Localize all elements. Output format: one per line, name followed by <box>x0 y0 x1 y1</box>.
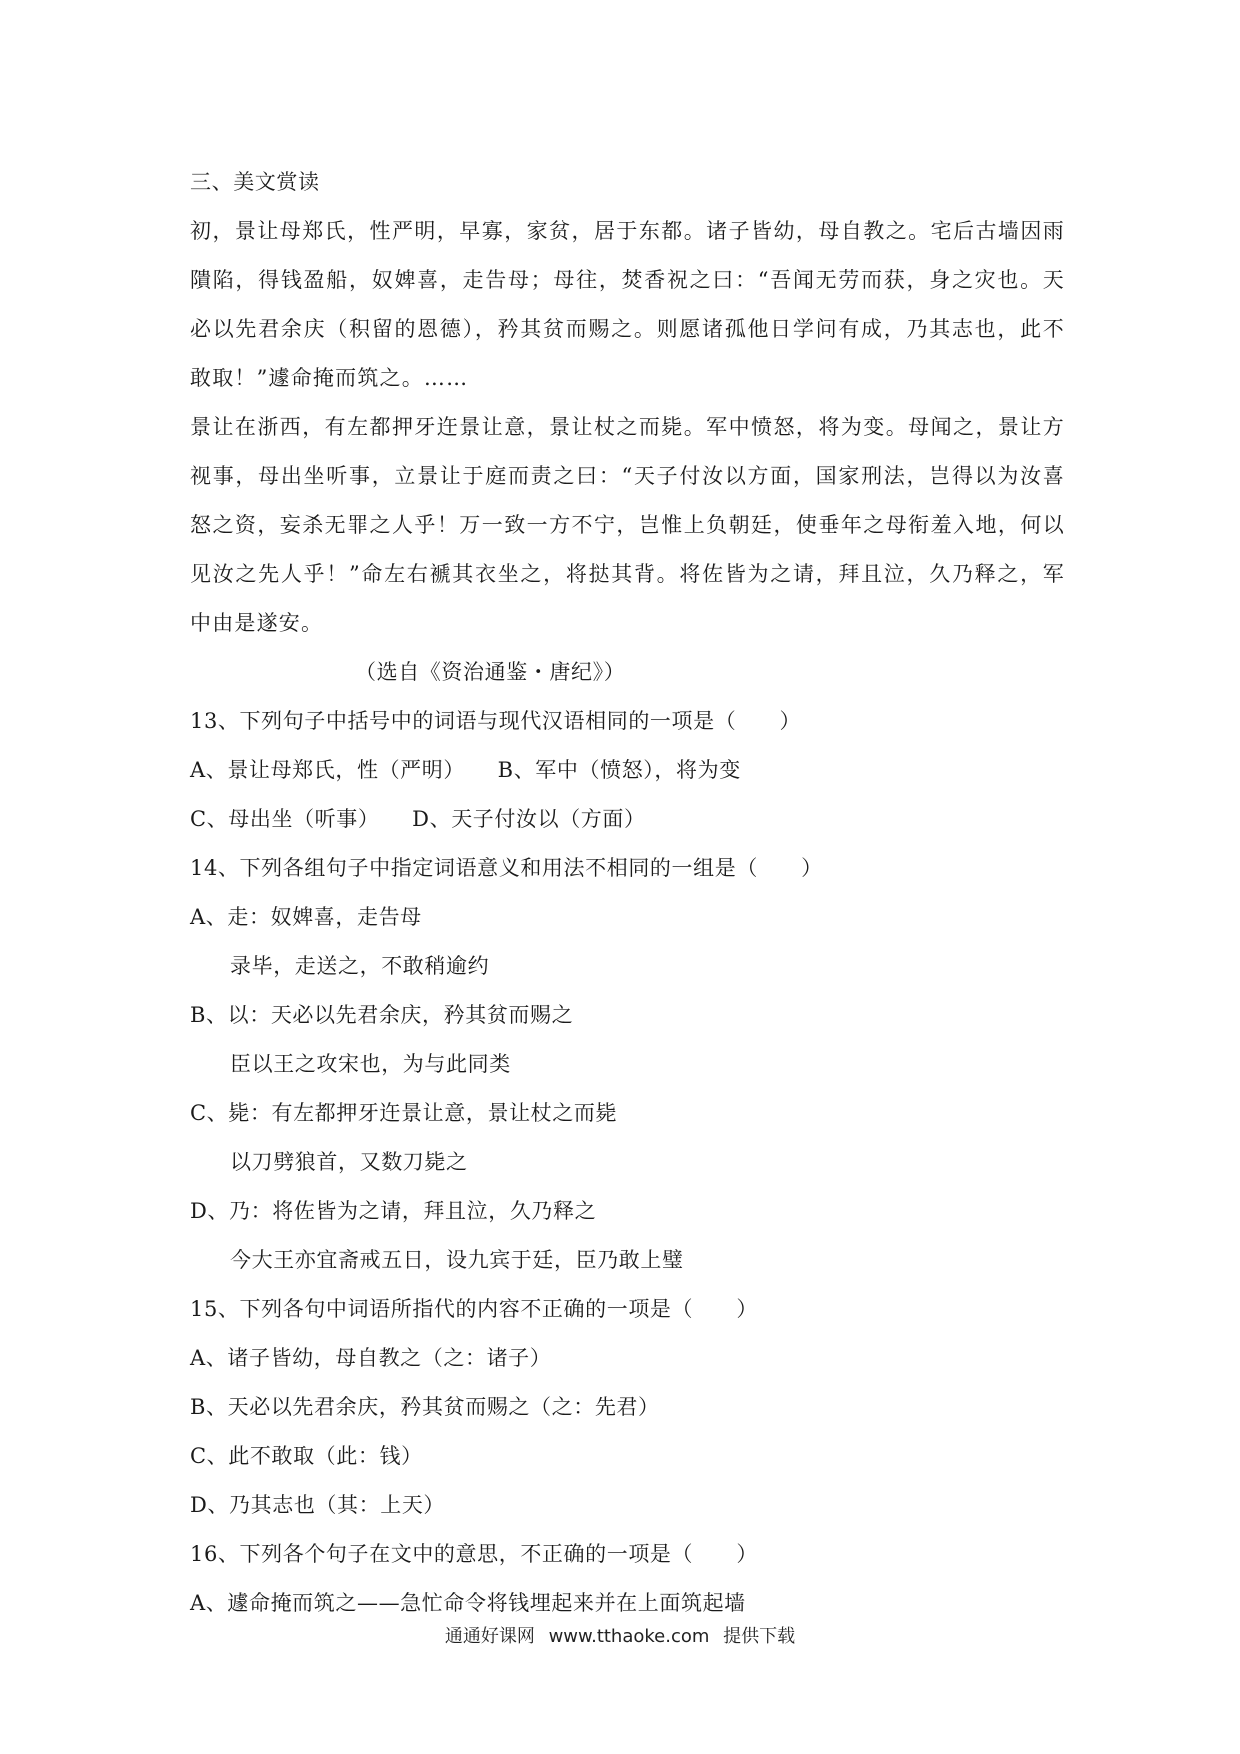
question-14-option-d-second: 今大王亦宜斋戒五日，设九宾于廷，臣乃敢上璧 <box>230 1248 684 1272</box>
page-footer: 通通好课网 www.tthaoke.com 提供下载 <box>444 1626 796 1647</box>
question-15-option-d: D、乃其志也（其：上天） <box>190 1493 446 1517</box>
question-13-stem: 13、下列句子中括号中的词语与现代汉语相同的一项是（ ） <box>190 709 802 733</box>
question-14-option-b-second: 臣以王之攻宋也，为与此同类 <box>230 1052 511 1076</box>
question-13-options-cd: C、母出坐（听事） D、天子付汝以（方面） <box>190 807 646 831</box>
passage-source: （选自《资治通鉴・唐纪》） <box>355 660 626 684</box>
question-14-option-a-second: 录毕，走送之，不敢稍逾约 <box>230 954 490 978</box>
question-14-stem: 14、下列各组句子中指定词语意义和用法不相同的一组是（ ） <box>190 856 823 880</box>
section-title: 三、美文赏读 <box>190 170 320 194</box>
question-16-stem: 16、下列各个句子在文中的意思，不正确的一项是（ ） <box>190 1542 758 1566</box>
question-15-option-c: C、此不敢取（此：钱） <box>190 1444 423 1468</box>
question-14-option-a: A、走：奴婢喜，走告母 <box>190 905 422 929</box>
document-body <box>190 158 1065 1628</box>
passage-paragraph-2: 景让在浙西，有左都押牙迕景让意，景让杖之而毙。军中愤怒，将为变。母闻之，景让方视事，母出坐听事，立景让于庭而责之曰：“天子付汝以方面，国家刑法，岂得以为汝喜怒之资，妄杀无罪之人乎！万一致一方不宁，岂惟上负朝廷，使垂年之母衔羞入地，何以见汝之先人乎！”命左右褫其衣坐之，将挞其背。将佐皆为之请，拜且泣，久乃释之，军中由是遂安。 <box>190 415 1065 635</box>
question-15-option-a: A、诸子皆幼，母自教之（之：诸子） <box>190 1346 552 1370</box>
question-14-option-d: D、乃：将佐皆为之请，拜且泣，久乃释之 <box>190 1199 597 1223</box>
question-16-option-a: A、遽命掩而筑之——急忙命令将钱埋起来并在上面筑起墙 <box>190 1591 746 1615</box>
passage-paragraph-1: 初，景让母郑氏，性严明，早寡，家贫，居于东都。诸子皆幼，母自教之。宅后古墙因雨隤陷，得钱盈船，奴婢喜，走告母；母往，焚香祝之曰：“吾闻无劳而获，身之灾也。天必以先君余庆（积留的恩德），矜其贫而赐之。则愿诸孤他日学问有成，乃其志也，此不敢取！”遽命掩而筑之。…… <box>190 219 1065 390</box>
question-14-option-c: C、毙：有左都押牙迕景让意，景让杖之而毙 <box>190 1101 618 1125</box>
question-13-options-ab: A、景让母郑氏，性（严明） B、军中（愤怒），将为变 <box>190 758 741 782</box>
question-14-option-b: B、以：天必以先君余庆，矜其贫而赐之 <box>190 1003 574 1027</box>
question-15-option-b: B、天必以先君余庆，矜其贫而赐之（之：先君） <box>190 1395 660 1419</box>
question-14-option-c-second: 以刀劈狼首，又数刀毙之 <box>230 1150 468 1174</box>
question-15-stem: 15、下列各句中词语所指代的内容不正确的一项是（ ） <box>190 1297 758 1321</box>
